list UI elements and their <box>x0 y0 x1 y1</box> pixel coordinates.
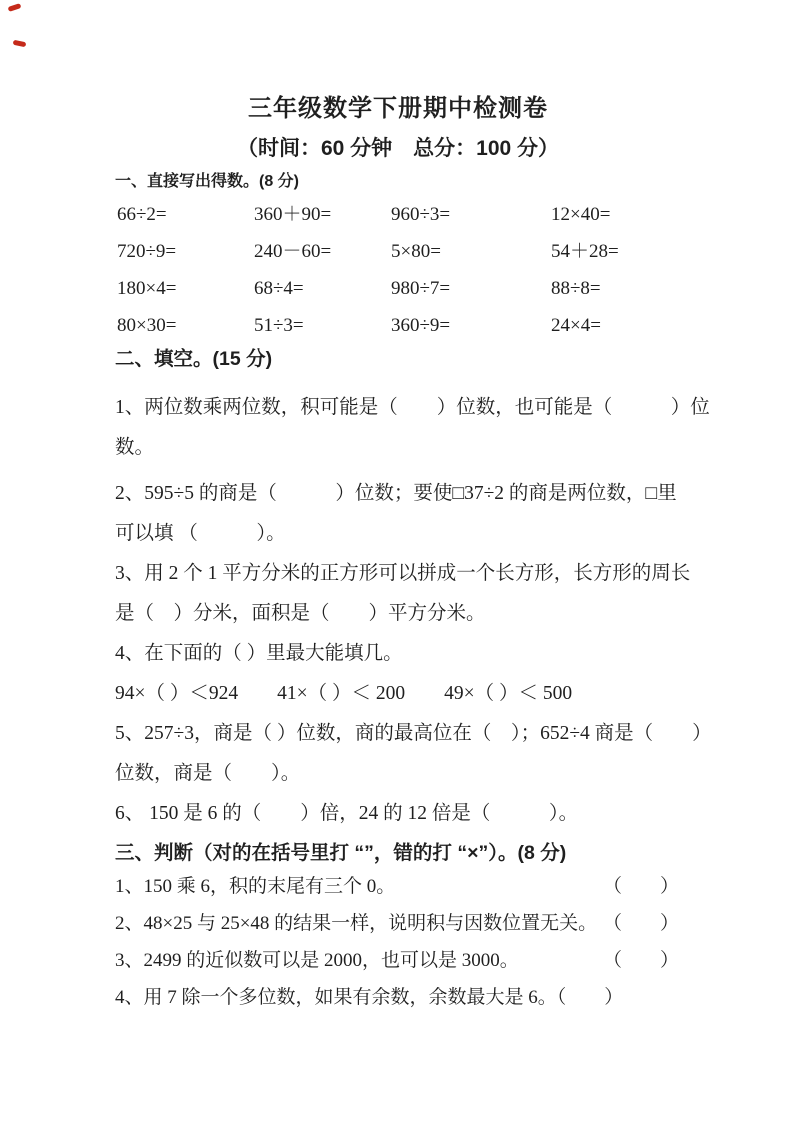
answer-parentheses: （ ） <box>602 913 679 934</box>
answer-parentheses: （ ） <box>602 876 679 897</box>
question-line: 5、257÷3，商是（ ）位数，商的最高位在（ ）；652÷4 商是（ ） <box>115 723 712 744</box>
judge-text: 1、150 乘 6，积的末尾有三个 0。 <box>115 876 396 897</box>
arith-problem: 980÷7= <box>391 278 451 299</box>
arith-problem: 54＋28= <box>551 241 619 262</box>
arithmetic-grid <box>115 196 681 344</box>
arith-problem: 80×30= <box>117 315 177 336</box>
section1-heading: 一、直接写出得数。(8 分) <box>115 173 300 190</box>
fill-question-2 <box>115 474 681 554</box>
judge-text: 3、2499 的近似数可以是 2000，也可以是 3000。 <box>115 950 519 971</box>
question-line: 1、两位数乘两位数，积可能是（ ）位数，也可能是（ ）位 <box>115 397 710 418</box>
judge-item-3 <box>115 942 681 979</box>
fill-question-5 <box>115 714 712 794</box>
arith-problem: 68÷4= <box>254 278 304 299</box>
question-line: 94×（ ）＜924 41×（ ）＜ 200 49×（ ）＜ 500 <box>115 683 573 704</box>
exam-time-score: （时间：60 分钟 总分：100 分） <box>236 137 560 160</box>
fill-question-6 <box>115 794 681 834</box>
question-line: 可以填 （ ）。 <box>115 523 286 544</box>
section3-heading: 三、判断（对的在括号里打 “”，错的打 “×”）。(8 分) <box>115 842 567 864</box>
answer-parentheses: （ ） <box>602 950 679 971</box>
question-line: 3、用 2 个 1 平方分米的正方形可以拼成一个长方形，长方形的周长 <box>115 563 691 584</box>
question-line: 是（ ）分米，面积是（ ）平方分米。 <box>115 603 486 624</box>
judgement-list <box>115 868 681 1016</box>
arith-problem: 720÷9= <box>117 241 177 262</box>
judge-text: 4、用 7 除一个多位数，如果有余数，余数最大是 6。（ ） <box>115 987 624 1008</box>
fill-question-1 <box>115 388 710 468</box>
judge-item-4 <box>115 979 681 1016</box>
judge-item-1 <box>115 868 681 905</box>
arith-problem: 960÷3= <box>391 204 451 225</box>
judge-item-2 <box>115 905 681 942</box>
arith-problem: 5×80= <box>391 241 441 262</box>
question-line: 位数，商是（ ）。 <box>115 763 301 784</box>
arith-problem: 88÷8= <box>551 278 601 299</box>
section2-heading: 二、填空。(15 分) <box>115 348 273 370</box>
arith-problem: 51÷3= <box>254 315 304 336</box>
arith-problem: 360÷9= <box>391 315 451 336</box>
arith-problem: 66÷2= <box>117 204 167 225</box>
arith-problem: 180×4= <box>117 278 177 299</box>
arith-problem: 24×4= <box>551 315 601 336</box>
fill-question-4 <box>115 634 681 714</box>
question-line: 4、在下面的（ ）里最大能填几。 <box>115 643 403 664</box>
page-title: 三年级数学下册期中检测卷 <box>248 95 548 122</box>
question-line: 2、595÷5 的商是（ ）位数；要使□37÷2 的商是两位数，□里 <box>115 483 677 504</box>
arith-problem: 360＋90= <box>254 204 332 225</box>
fill-question-3 <box>115 554 691 634</box>
judge-text: 2、48×25 与 25×48 的结果一样，说明积与因数位置无关。 <box>115 913 598 934</box>
question-line: 数。 <box>115 437 155 458</box>
question-line: 6、 150 是 6 的（ ）倍，24 的 12 倍是（ ）。 <box>115 803 579 824</box>
arith-problem: 240－60= <box>254 241 332 262</box>
arith-problem: 12×40= <box>551 204 611 225</box>
